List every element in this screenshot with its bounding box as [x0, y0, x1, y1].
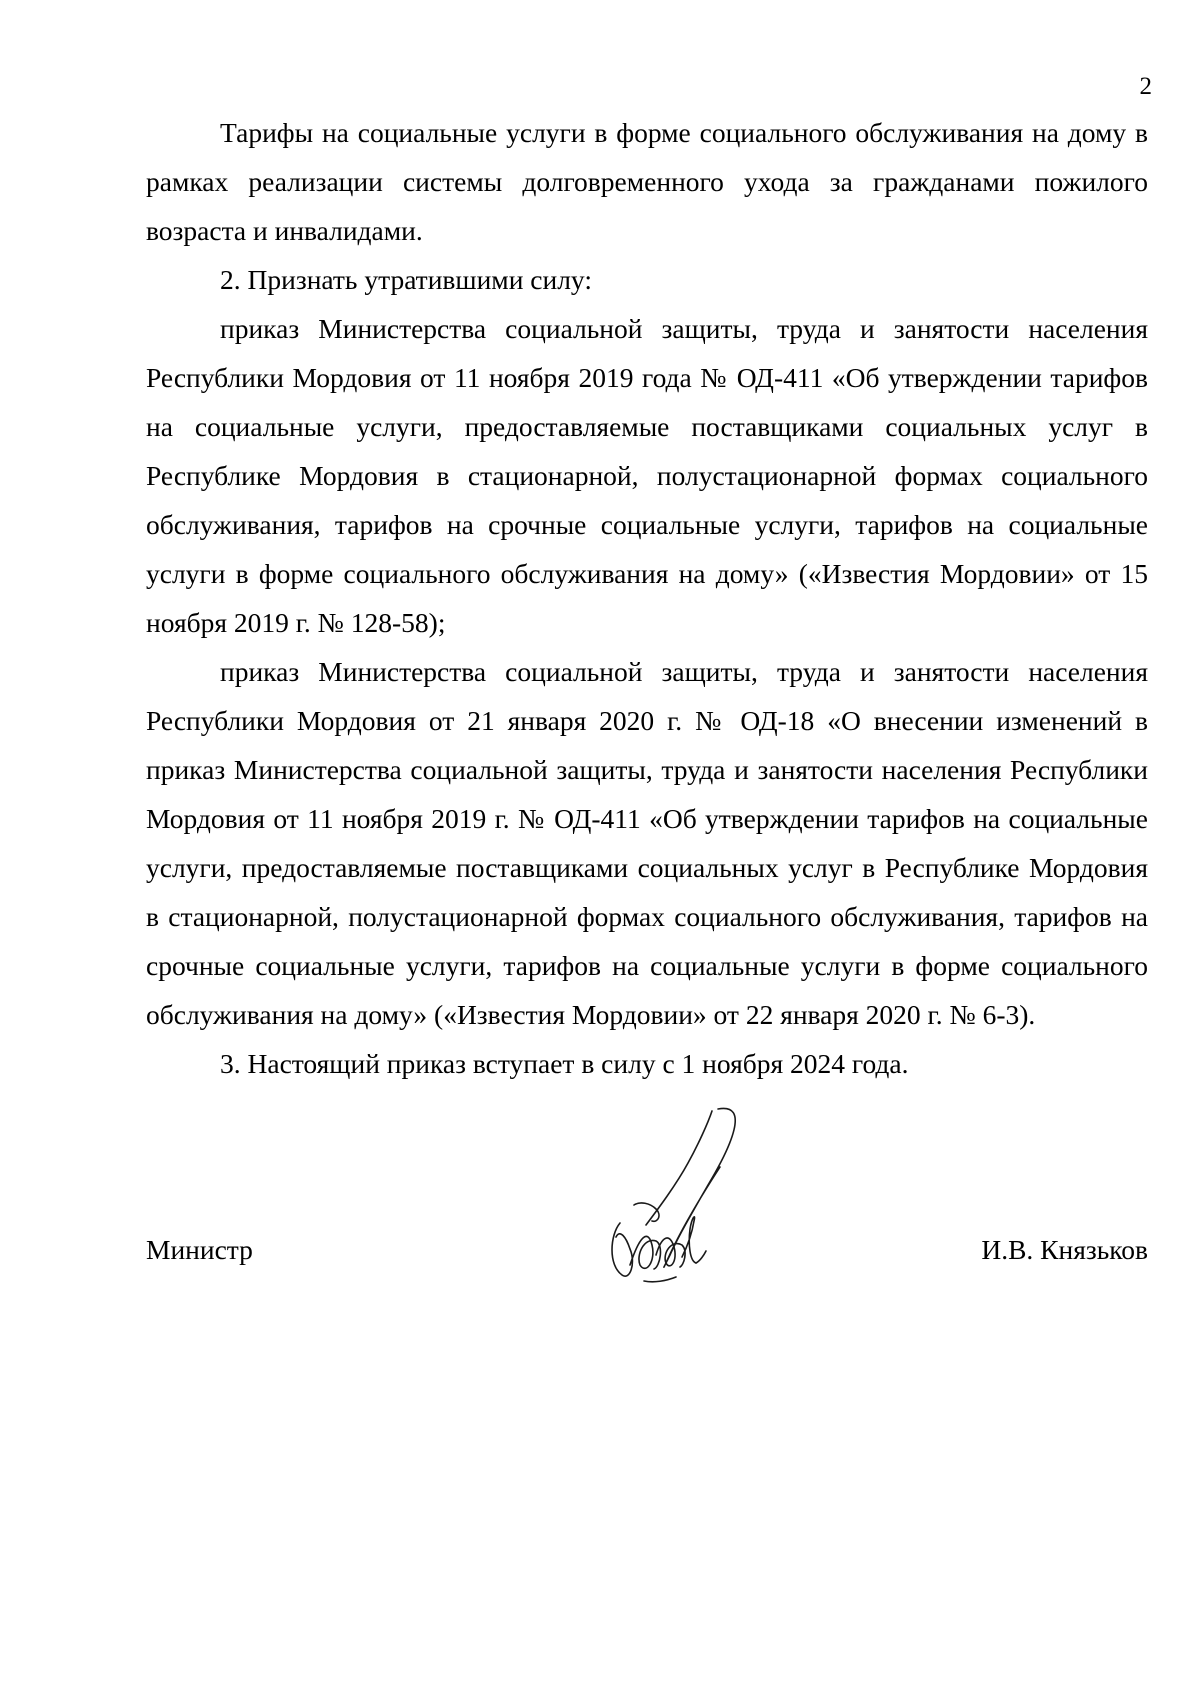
page-number: 2 — [1139, 73, 1152, 100]
document-body — [146, 108, 1148, 1088]
paragraph-item-3-effective-date: 3. Настоящий приказ вступает в силу с 1 ноября 2024 года. — [220, 1048, 909, 1079]
paragraph-repealed-order-od-411: приказ Министерства социальной защиты, труда и занятости населения Республики Мордовия от 11 ноября 2019 года № ОД-411 «Об утверждении тарифов на социальные услуги, предоставляемые поставщиками социальных услуг в Республике Мордовия в стационарной, полустационарной формах социального обслуживания, тарифов на срочные социальные услуги, тарифов на социальные услуги в форме социального обслуживания на дому» («Известия Мордовии» от 15 ноября 2019 г. № 128-58); — [146, 313, 1148, 638]
signer-name: И.В. Князьков — [981, 1234, 1148, 1265]
signer-position: Министр — [146, 1234, 253, 1265]
paragraph-tariffs-home-care: Тарифы на социальные услуги в форме социального обслуживания на дому в рамках реализации системы долговременного ухода за гражданами пожилого возраста и инвалидами. — [146, 117, 1148, 246]
paragraph-repealed-order-od-18: приказ Министерства социальной защиты, труда и занятости населения Республики Мордовия от 21 января 2020 г. № ОД-18 «О внесении изменений в приказ Министерства социальной защиты, труда и занятости населения Республики Мордовия от 11 ноября 2019 г. № ОД-411 «Об утверждении тарифов на социальные услуги, предоставляемые поставщиками социальных услуг в Республике Мордовия в стационарной, полустационарной формах социального обслуживания, тарифов на срочные социальные услуги, тарифов на социальные услуги в форме социального обслуживания на дому» («Известия Мордовии» от 22 января 2020 г. № 6-3). — [146, 656, 1148, 1030]
signature-block — [146, 1230, 1148, 1270]
paragraph-item-2-heading: 2. Признать утратившими силу: — [220, 264, 592, 295]
